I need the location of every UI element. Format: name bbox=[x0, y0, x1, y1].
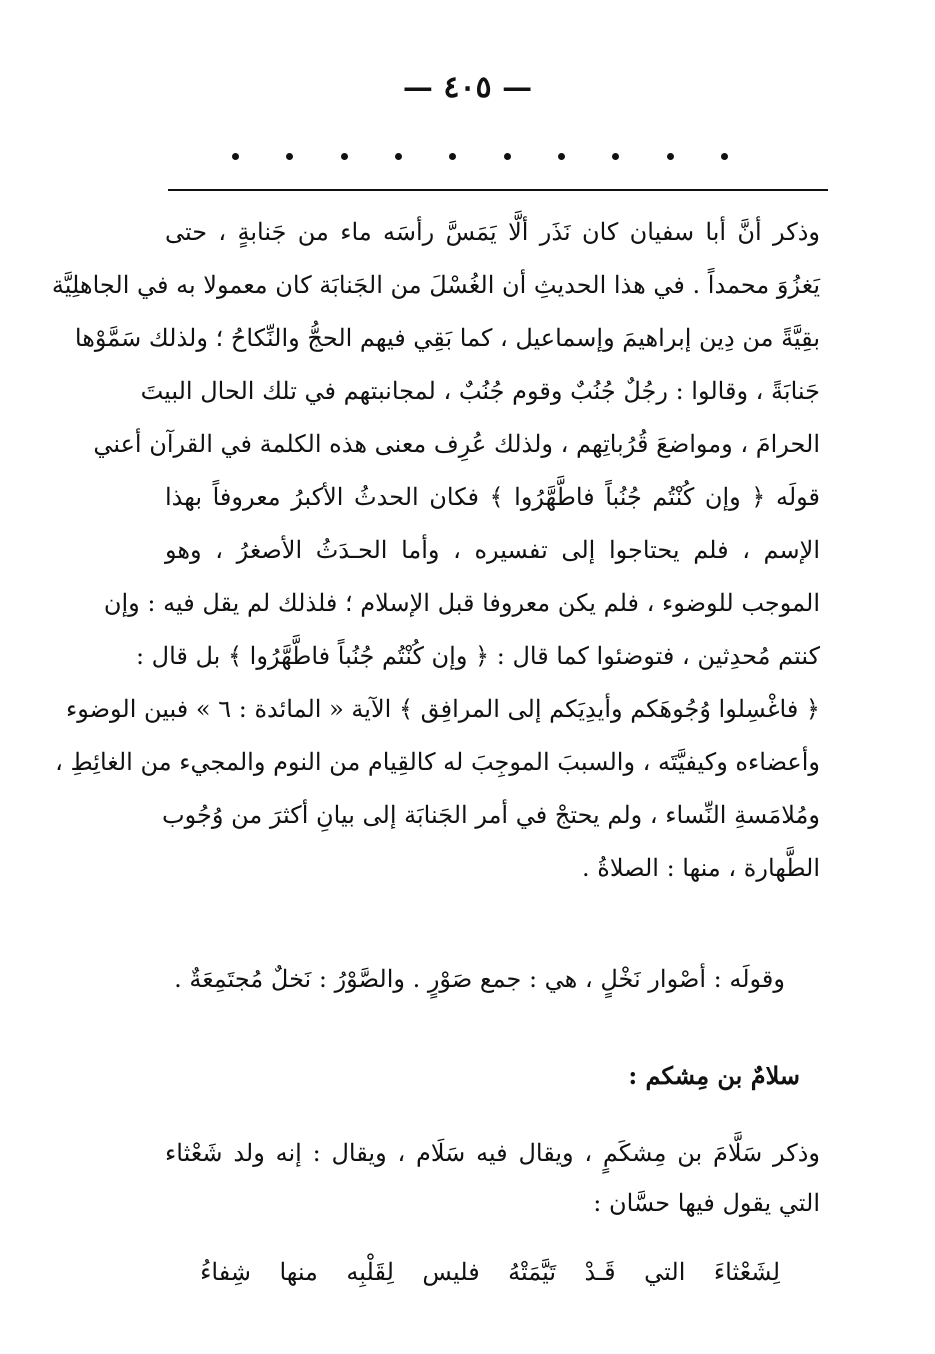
dot-ornament bbox=[504, 153, 511, 160]
text-line: الموجب للوضوء ، فلم يكن معروفا قبل الإسلام ؛ فلذلك لم يقل فيه : وإن bbox=[103, 589, 820, 617]
dot-ornament bbox=[667, 153, 674, 160]
verse-word: قَـدْ bbox=[584, 1258, 616, 1286]
page-number: — ٤٠٥ — bbox=[402, 70, 533, 105]
text-line: قولَه ﴿ وإن كُنْتُم جُنُباً فاطَّهَّرُوا ﴾ فكان الحدثُ الأكبرُ معروفاً بهذا bbox=[165, 483, 821, 511]
poetry-verse bbox=[200, 1247, 780, 1297]
text-line: التي يقول فيها حسَّان : bbox=[593, 1189, 820, 1217]
text-line: بقِيَّةً من دِين إبراهيمَ وإسماعيل ، كما بَقِي فيهم الحجُّ والنِّكاحُ ؛ ولذلك سَمَّوْها bbox=[74, 324, 820, 352]
second-paragraph bbox=[165, 1128, 820, 1228]
dot-ornament bbox=[341, 153, 348, 160]
verse-word: لِشَعْثاءَ bbox=[713, 1258, 780, 1286]
note-paragraph: وقولَه : أصْوار نَخْلٍ ، هي : جمع صَوْرٍ . والصَّوْرُ : نَخلٌ مُجتَمِعَةٌ . bbox=[174, 965, 785, 993]
dot-ornament bbox=[612, 153, 619, 160]
header-divider bbox=[168, 189, 828, 191]
text-line: جَنابَةً ، وقالوا : رجُلٌ جُنُبٌ وقوم جُنُبٌ ، لمجانبتهم في تلك الحال البيتَ bbox=[140, 377, 820, 405]
ornamental-dots bbox=[232, 148, 728, 164]
text-line: وذكر أنَّ أبا سفيان كان نَذَر ألَّا يَمَسَّ رأسَه ماء من جَنابةٍ ، حتى bbox=[165, 218, 820, 246]
dot-ornament bbox=[558, 153, 565, 160]
text-line: الطَّهارة ، منها : الصلاةُ . bbox=[582, 854, 820, 882]
dot-ornament bbox=[232, 153, 239, 160]
text-line: يَغزُوَ محمداً . في هذا الحديثِ أن الغُسْلَ من الجَنابَة كان معمولا به في الجاهلِيَّة bbox=[51, 271, 820, 299]
text-line: وأعضاءه وكيفيَّتَه ، والسببَ الموجِبَ له كالقِيام من النوم والمجيء من الغائِطِ ، bbox=[55, 748, 820, 776]
section-heading bbox=[165, 1052, 820, 1100]
text-line: ومُلامَسةِ النِّساء ، ولم يحتجْ في أمر الجَنابَة إلى بيانِ أكثرَ من وُجُوب bbox=[162, 801, 820, 829]
verse-word: فليس bbox=[422, 1258, 480, 1286]
verse-word: لِقَلْبِه bbox=[346, 1258, 394, 1286]
verse-word: شِفاءُ bbox=[200, 1258, 251, 1286]
verse-word: التي bbox=[644, 1258, 686, 1286]
text-line: وذكر سَلَّامَ بن مِشكَمٍ ، ويقال فيه سَلَام ، ويقال : إنه ولد شَعْثاء bbox=[165, 1139, 820, 1167]
dot-ornament bbox=[721, 153, 728, 160]
main-paragraph bbox=[51, 206, 821, 895]
dot-ornament bbox=[286, 153, 293, 160]
verse-word: منها bbox=[279, 1258, 318, 1286]
text-line: ﴿ فاغْسِلوا وُجُوهَكم وأيدِيَكم إلى المرافِق ﴾ الآية « المائدة : ٦ » فبين الوضوء bbox=[65, 695, 820, 723]
text-line: الإسم ، فلم يحتاجوا إلى تفسيره ، وأما الحـدَثُ الأصغرُ ، وهو bbox=[165, 536, 820, 564]
dot-ornament bbox=[449, 153, 456, 160]
dot-ornament bbox=[395, 153, 402, 160]
text-line: الحرامَ ، ومواضعَ قُرُباتِهم ، ولذلك عُرِف معنى هذه الكلمة في القرآن أعني bbox=[93, 430, 820, 458]
section-heading-text: سلامٌ بن مِشكم : bbox=[628, 1061, 800, 1090]
text-line: كنتم مُحدِثين ، فتوضئوا كما قال : ﴿ وإن كُنْتُم جُنُباً فاطَّهَّرُوا ﴾ بل قال : bbox=[135, 642, 820, 670]
verse-word: تَيَّمَتْهُ bbox=[508, 1258, 557, 1286]
